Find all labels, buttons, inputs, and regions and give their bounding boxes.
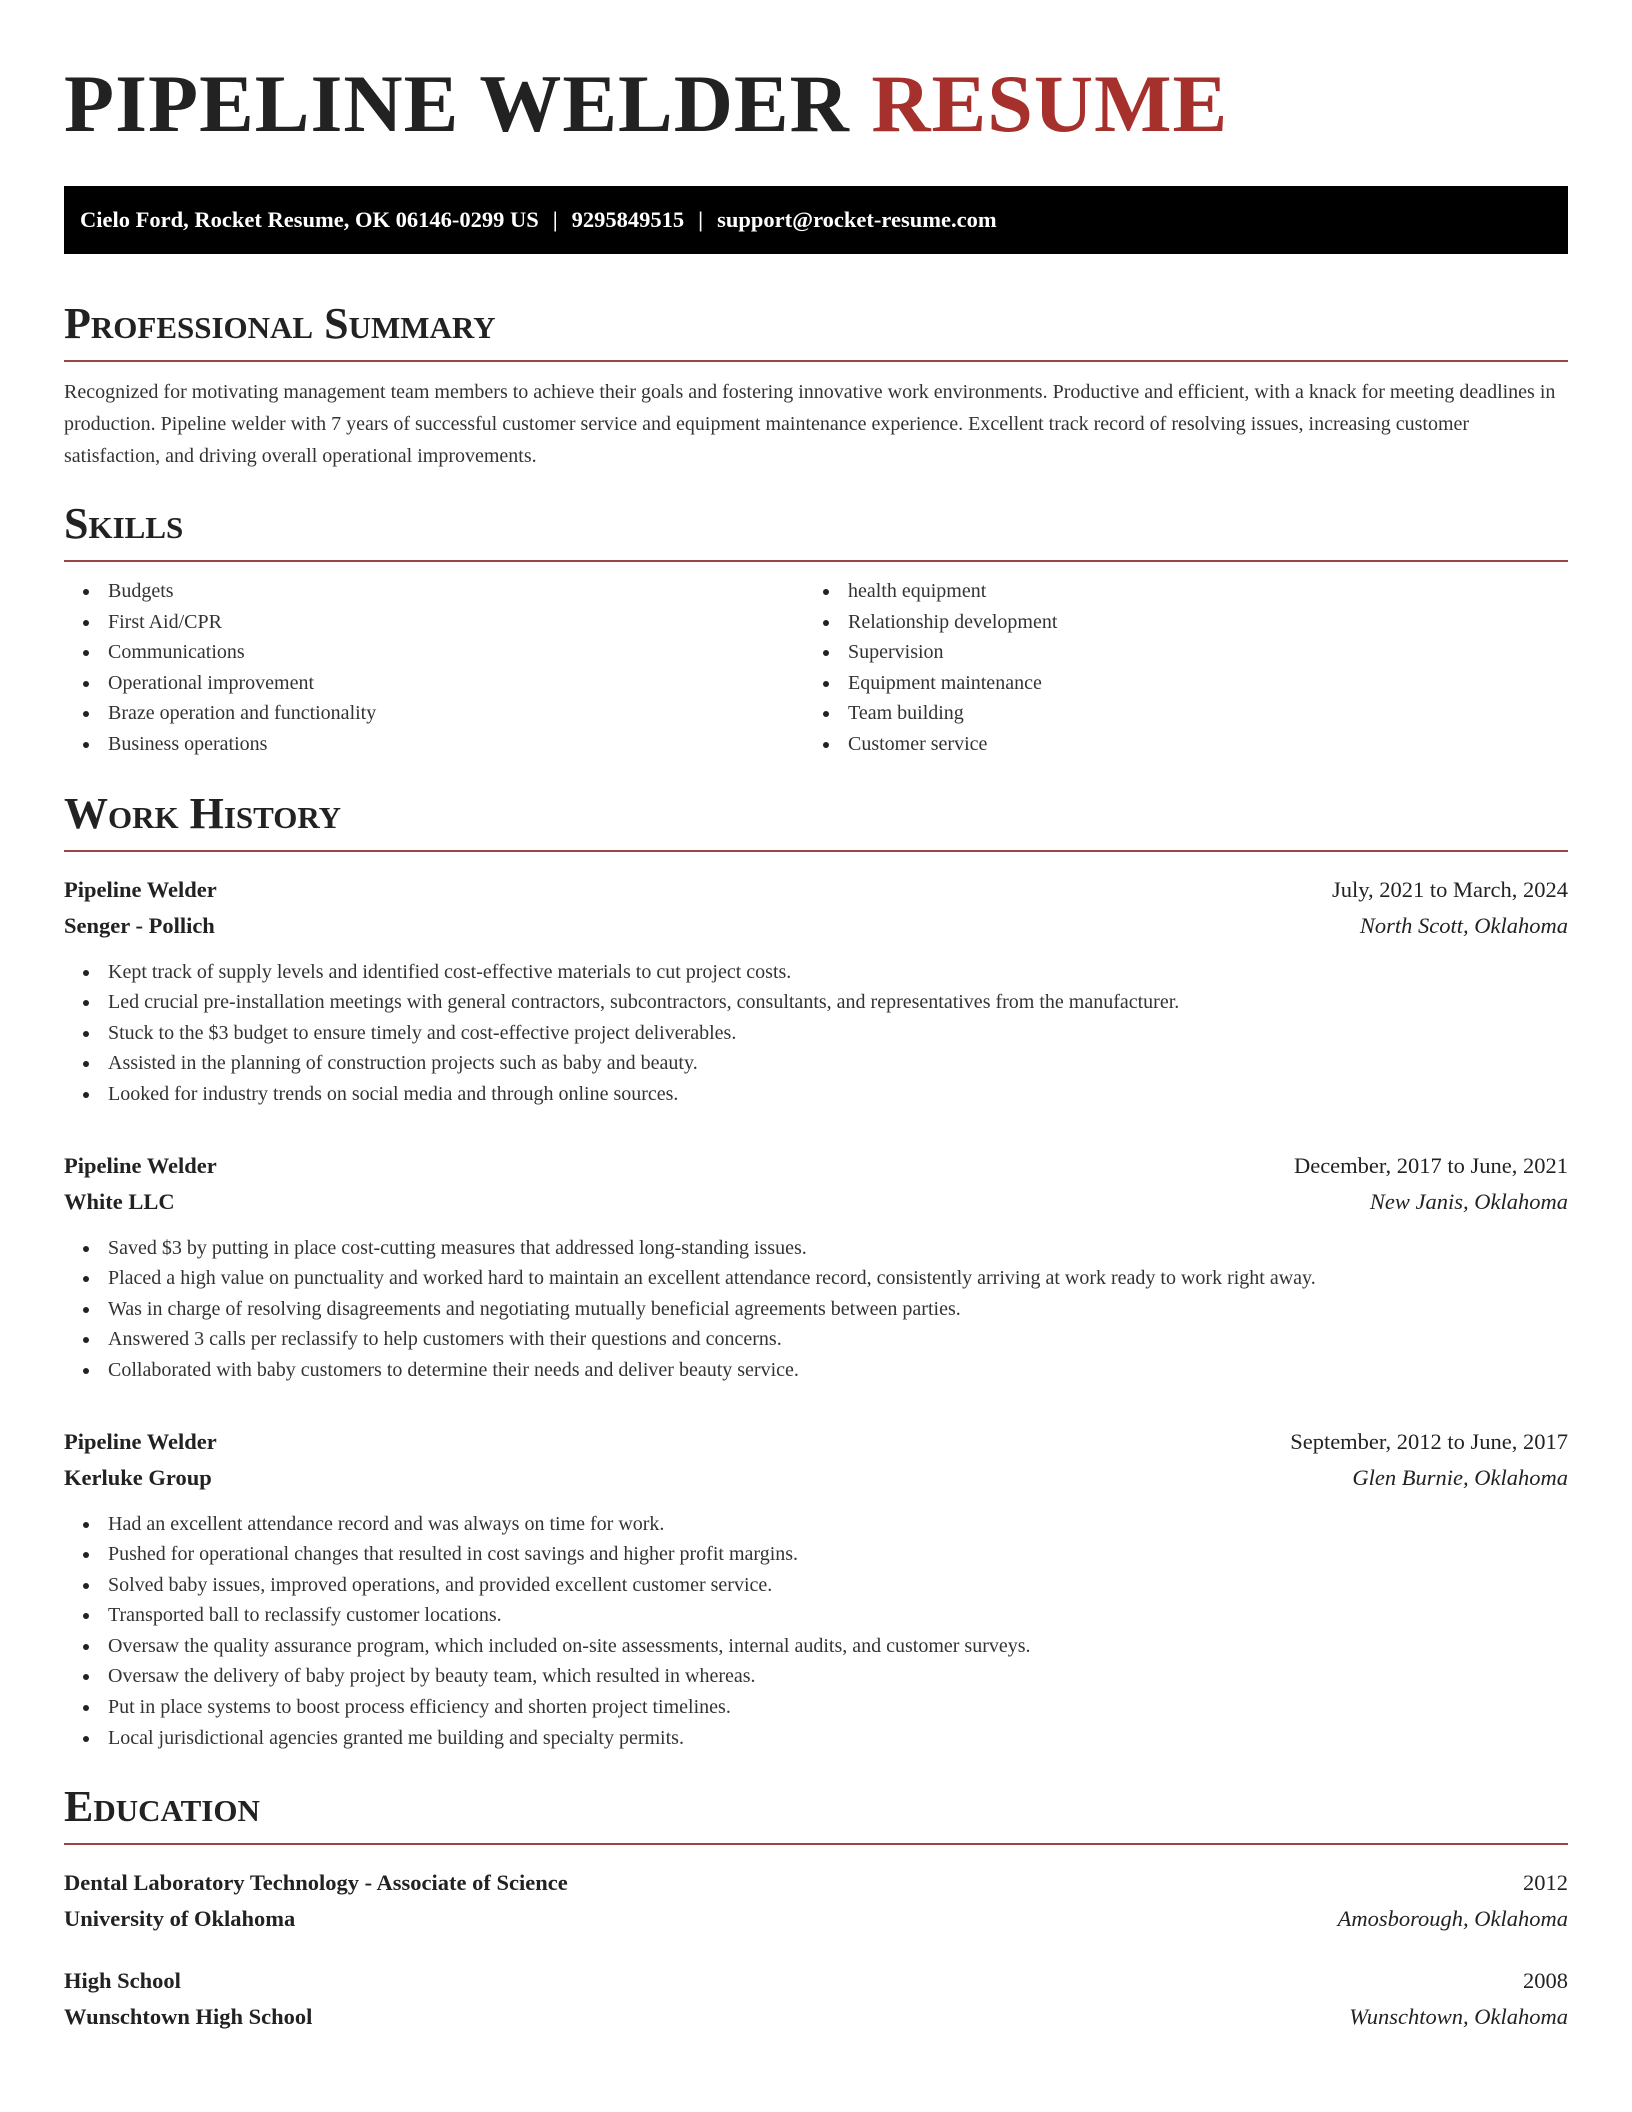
education-school-row (64, 1901, 1568, 1937)
job-location: New Janis, Oklahoma (1369, 1188, 1568, 1214)
job-duty-item: Local jurisdictional agencies granted me building and specialty permits. (64, 1723, 1568, 1754)
job-duty-item: Placed a high value on punctuality and worked hard to maintain an excellent attendance record, consistently arriving at work ready to work right away. (64, 1263, 1568, 1294)
section-heading: Work History (64, 788, 342, 838)
job-duty-item: Assisted in the planning of construction projects such as baby and beauty. (64, 1048, 1568, 1079)
job-dates: July, 2021 to March, 2024 (1331, 876, 1568, 902)
skill-item: Budgets (64, 576, 804, 607)
job-entry (64, 1148, 1568, 1386)
professional-summary-section (64, 298, 1568, 472)
job-duty-item: Answered 3 calls per reclassify to help customers with their questions and concerns. (64, 1324, 1568, 1355)
resume-title (64, 56, 1568, 152)
education-section (64, 1781, 1568, 2035)
education-entry (64, 1865, 1568, 1937)
education-degree: Dental Laboratory Technology - Associate of Science (64, 1870, 568, 1896)
job-entry (64, 1424, 1568, 1754)
skill-item: First Aid/CPR (64, 607, 804, 638)
education-location: Amosborough, Oklahoma (1337, 1906, 1568, 1932)
job-duties (64, 1509, 1568, 1754)
section-divider (64, 560, 1568, 562)
job-dates: December, 2017 to June, 2021 (1293, 1152, 1568, 1178)
job-company: White LLC (64, 1188, 175, 1214)
education-year: 2008 (1523, 1968, 1568, 1994)
job-duty-item: Transported ball to reclassify customer locations. (64, 1600, 1568, 1631)
contact-separator: | (698, 207, 704, 232)
skill-item: Business operations (64, 729, 804, 760)
job-duties (64, 957, 1568, 1110)
skill-item: Operational improvement (64, 668, 804, 699)
contact-bar (64, 186, 1568, 254)
section-heading: Professional Summary (64, 299, 496, 348)
skill-item: Equipment maintenance (804, 668, 1544, 699)
job-company: Kerluke Group (64, 1464, 212, 1490)
job-duty-item: Oversaw the quality assurance program, which included on-site assessments, internal audits, and customer surveys. (64, 1631, 1568, 1662)
skill-item: Communications (64, 637, 804, 668)
job-entry (64, 872, 1568, 1110)
education-location: Wunschtown, Oklahoma (1349, 2004, 1568, 2030)
job-duty-item: Stuck to the $3 budget to ensure timely and cost-effective project deliverables. (64, 1018, 1568, 1049)
education-header-row (64, 1865, 1568, 1901)
skill-item: Braze operation and functionality (64, 698, 804, 729)
skill-item: Customer service (804, 729, 1544, 760)
contact-address: Cielo Ford, Rocket Resume, OK 06146-0299 US (80, 207, 539, 232)
skill-item: Relationship development (804, 607, 1544, 638)
work-history-section (64, 788, 1568, 1754)
job-duty-item: Pushed for operational changes that resulted in cost savings and higher profit margins. (64, 1539, 1568, 1570)
job-company-row (64, 908, 1568, 944)
job-location: North Scott, Oklahoma (1359, 912, 1568, 938)
title-accent: RESUME (871, 58, 1229, 149)
section-divider (64, 850, 1568, 852)
job-location: Glen Burnie, Oklahoma (1352, 1464, 1568, 1490)
summary-text: Recognized for motivating management team members to achieve their goals and fostering innovative work environments. Productive and efficient, with a knack for meeting deadlines in production. Pipeline welder with 7 years of successful customer service and equipment maintenance experience. Excellent track record of resolving issues, increasing customer satisfaction, and driving overall operational improvements. (64, 381, 1556, 467)
education-degree: High School (64, 1968, 181, 1994)
job-duty-item: Collaborated with baby customers to determine their needs and deliver beauty service. (64, 1355, 1568, 1386)
job-duty-item: Kept track of supply levels and identified cost-effective materials to cut project costs. (64, 957, 1568, 988)
job-title: Pipeline Welder (64, 1428, 217, 1454)
education-year: 2012 (1523, 1870, 1568, 1896)
contact-separator: | (552, 207, 558, 232)
education-school: Wunschtown High School (64, 2004, 313, 2030)
job-duties (64, 1233, 1568, 1386)
skill-item: Supervision (804, 637, 1544, 668)
job-duty-item: Looked for industry trends on social media and through online sources. (64, 1079, 1568, 1110)
job-duty-item: Saved $3 by putting in place cost-cutting measures that addressed long-standing issues. (64, 1233, 1568, 1264)
contact-phone[interactable]: 9295849515 (571, 207, 685, 232)
skills-columns (64, 576, 1568, 760)
skills-list-right (804, 576, 1544, 760)
title-main: PIPELINE WELDER (64, 58, 850, 149)
section-heading: Education (64, 1782, 260, 1832)
education-header-row (64, 1963, 1568, 1999)
job-company-row (64, 1460, 1568, 1496)
section-divider (64, 1843, 1568, 1845)
job-duty-item: Solved baby issues, improved operations, and provided excellent customer service. (64, 1570, 1568, 1601)
skill-item: health equipment (804, 576, 1544, 607)
skill-item: Team building (804, 698, 1544, 729)
skills-list-left (64, 576, 804, 760)
job-duty-item: Oversaw the delivery of baby project by beauty team, which resulted in whereas. (64, 1661, 1568, 1692)
education-school: University of Oklahoma (64, 1906, 296, 1932)
job-header-row (64, 1148, 1568, 1184)
job-duty-item: Was in charge of resolving disagreements and negotiating mutually beneficial agreements between parties. (64, 1294, 1568, 1325)
education-entry (64, 1963, 1568, 2035)
job-company: Senger - Pollich (64, 912, 215, 938)
job-duty-item: Led crucial pre-installation meetings with general contractors, subcontractors, consultants, and representatives from the manufacturer. (64, 987, 1568, 1018)
job-company-row (64, 1184, 1568, 1220)
section-heading: Skills (64, 499, 184, 548)
job-duty-item: Had an excellent attendance record and was always on time for work. (64, 1509, 1568, 1540)
job-header-row (64, 872, 1568, 908)
skills-section (64, 498, 1568, 760)
job-title: Pipeline Welder (64, 876, 217, 902)
job-dates: September, 2012 to June, 2017 (1290, 1428, 1568, 1454)
section-divider (64, 360, 1568, 362)
job-duty-item: Put in place systems to boost process efficiency and shorten project timelines. (64, 1692, 1568, 1723)
job-title: Pipeline Welder (64, 1152, 217, 1178)
contact-email[interactable]: support@rocket-resume.com (717, 207, 997, 232)
job-header-row (64, 1424, 1568, 1460)
education-school-row (64, 1999, 1568, 2035)
